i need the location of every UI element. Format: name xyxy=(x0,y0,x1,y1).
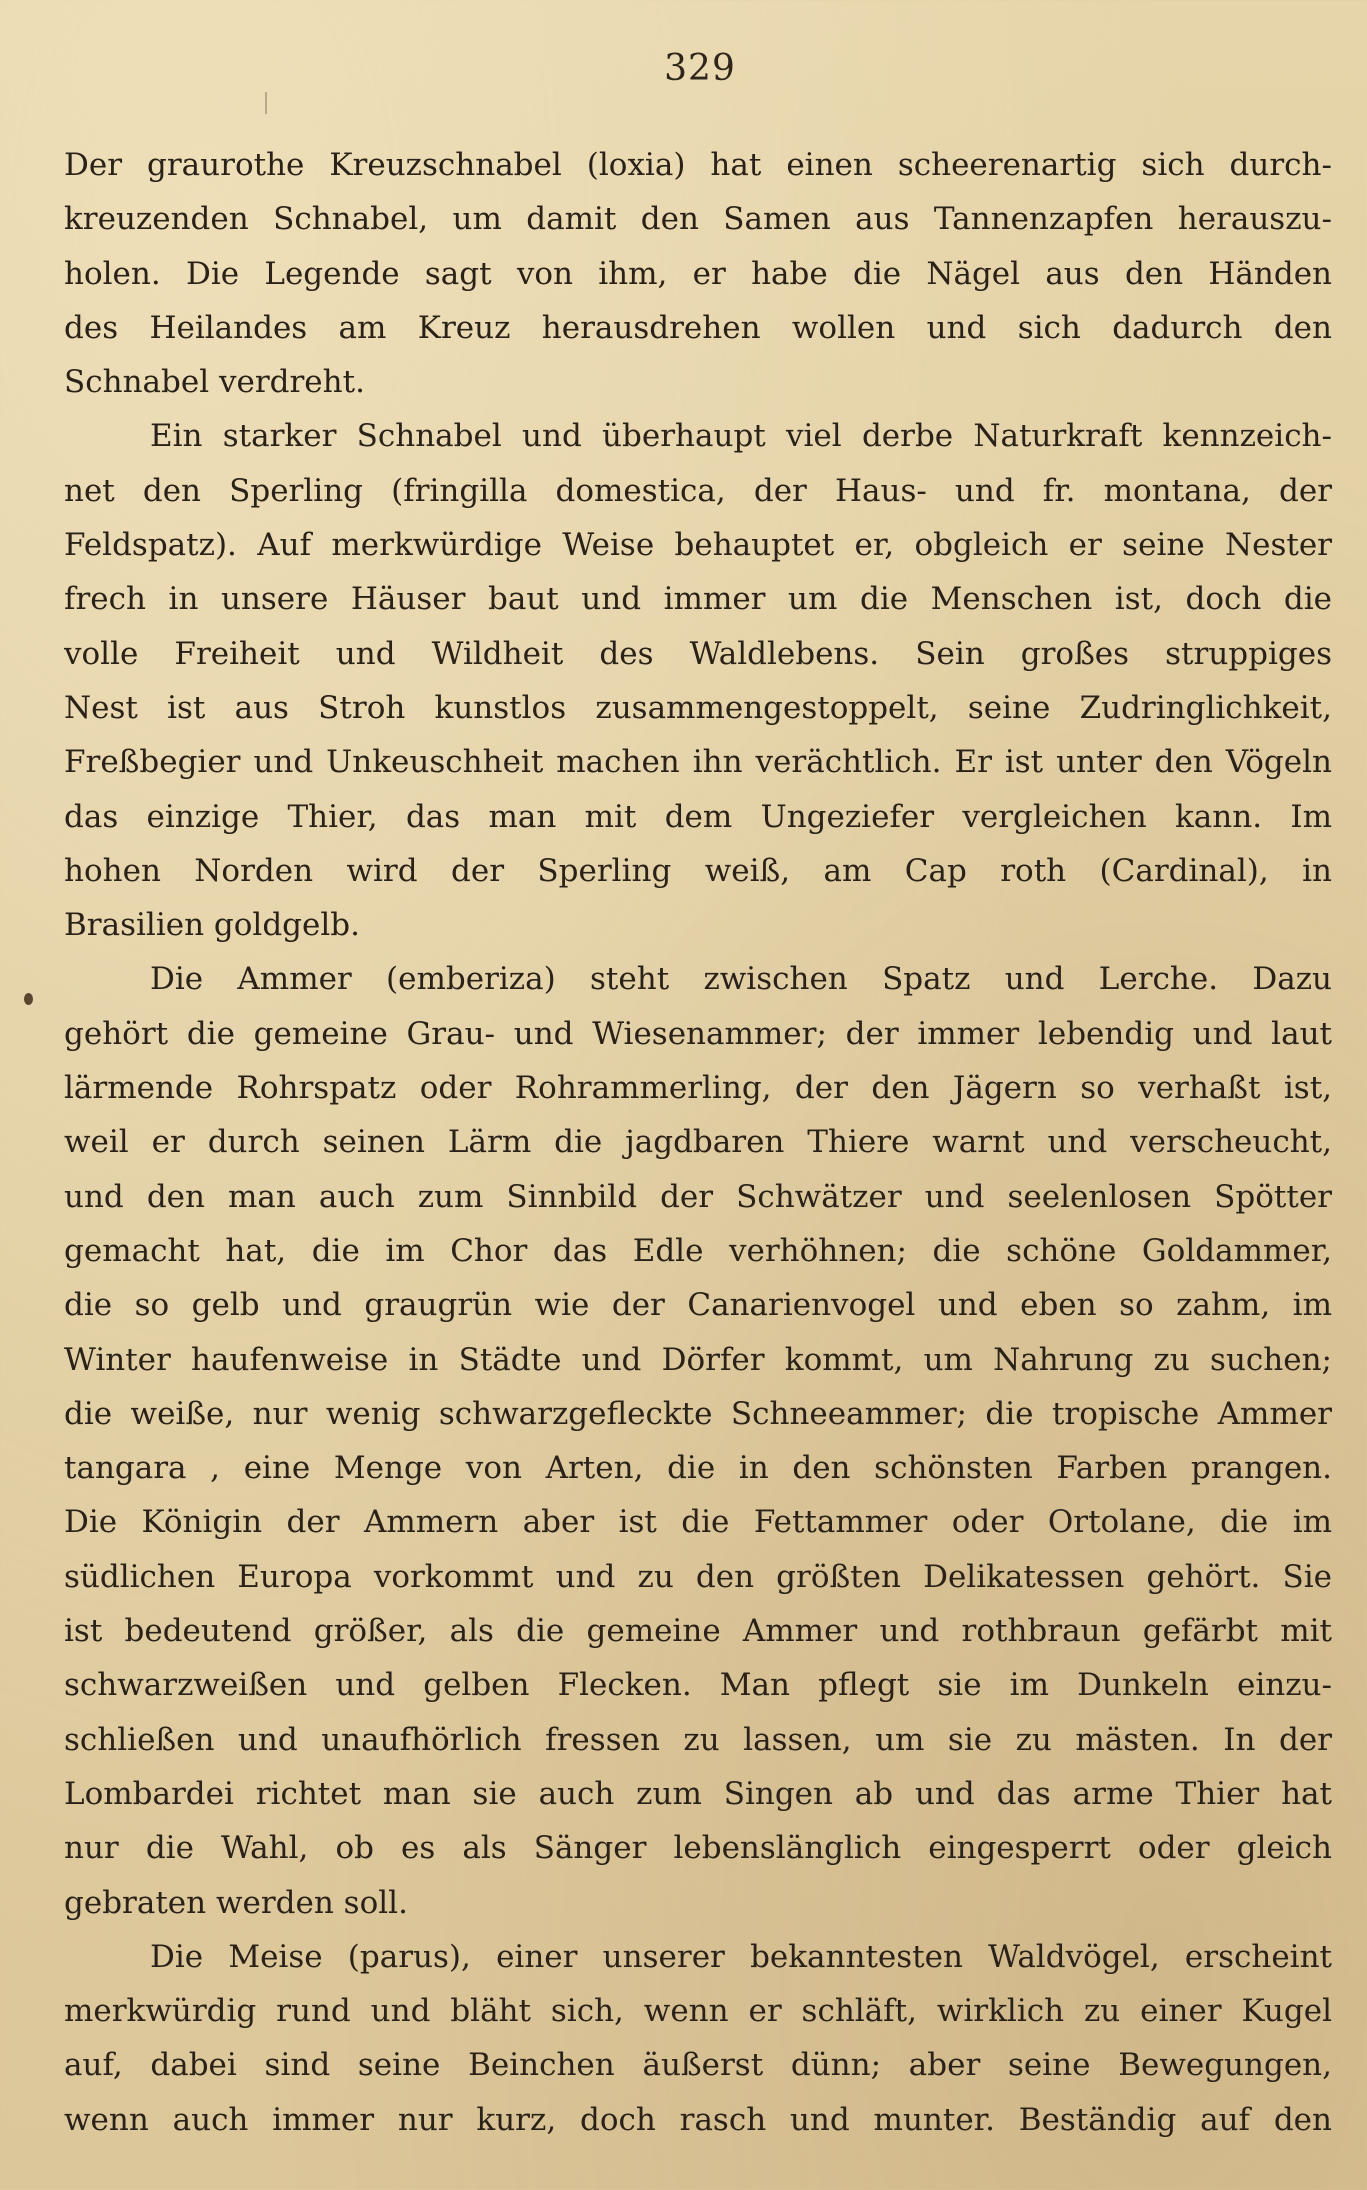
text-line: das einzige Thier, das man mit dem Ungeziefer vergleichen kann. Im xyxy=(64,798,1332,835)
text-line: gehört die gemeine Grau- und Wiesenammer; der immer lebendig und laut xyxy=(64,1015,1332,1052)
ink-spot xyxy=(24,993,33,1005)
text-line: Winter haufenweise in Städte und Dörfer kommt, um Nahrung zu suchen; xyxy=(64,1341,1332,1378)
text-line: Freßbegier und Unkeuschheit machen ihn verächtlich. Er ist unter den Vögeln xyxy=(64,744,1332,781)
body-text xyxy=(64,138,1332,2147)
paragraph-start-line: Die Ammer (emberiza) steht zwischen Spatz und Lerche. Dazu xyxy=(150,961,1332,998)
text-line: Lombardei richtet man sie auch zum Singen ab und das arme Thier hat xyxy=(64,1775,1332,1812)
text-line: schließen und unaufhörlich fressen zu lassen, um sie zu mästen. In der xyxy=(64,1721,1332,1758)
text-line: holen. Die Legende sagt von ihm, er habe die Nägel aus den Händen xyxy=(64,255,1332,292)
text-line: südlichen Europa vorkommt und zu den größten Delikatessen gehört. Sie xyxy=(64,1558,1332,1595)
text-line: wenn auch immer nur kurz, doch rasch und munter. Beständig auf den xyxy=(64,2101,1332,2138)
text-line: volle Freiheit und Wildheit des Waldlebens. Sein großes struppiges xyxy=(64,635,1332,672)
text-line: weil er durch seinen Lärm die jagdbaren Thiere warnt und verscheucht, xyxy=(64,1124,1332,1161)
text-line: Feldspatz). Auf merkwürdige Weise behauptet er, obgleich er seine Nester xyxy=(64,527,1332,564)
text-line: ist bedeutend größer, als die gemeine Ammer und rothbraun gefärbt mit xyxy=(64,1613,1332,1650)
text-line: und den man auch zum Sinnbild der Schwätzer und seelenlosen Spötter xyxy=(64,1178,1332,1215)
text-line: Der graurothe Kreuzschnabel (loxia) hat einen scheerenartig sich durch- xyxy=(64,147,1332,183)
page-number: 329 xyxy=(664,48,736,89)
paper-mark xyxy=(265,92,267,114)
text-line: merkwürdig rund und bläht sich, wenn er schläft, wirklich zu einer Kugel xyxy=(64,1993,1332,2030)
text-line: gemacht hat, die im Chor das Edle verhöhnen; die schöne Goldammer, xyxy=(64,1232,1332,1269)
text-line: auf, dabei sind seine Beinchen äußerst dünn; aber seine Bewegungen, xyxy=(64,2047,1332,2084)
text-line: lärmende Rohrspatz oder Rohrammerling, der den Jägern so verhaßt ist, xyxy=(64,1070,1332,1107)
text-line: die so gelb und graugrün wie der Canarienvogel und eben so zahm, im xyxy=(64,1287,1332,1324)
text-line: des Heilandes am Kreuz herausdrehen wollen und sich dadurch den xyxy=(64,309,1332,346)
text-line: hohen Norden wird der Sperling weiß, am Cap roth (Cardinal), in xyxy=(64,852,1332,889)
paragraph-start-line: Ein starker Schnabel und überhaupt viel derbe Naturkraft kennzeich- xyxy=(150,418,1332,455)
text-line: Nest ist aus Stroh kunstlos zusammengestoppelt, seine Zudringlichkeit, xyxy=(64,689,1332,726)
text-line: frech in unsere Häuser baut und immer um die Menschen ist, doch die xyxy=(64,581,1332,618)
paragraph-start-line: Die Meise (parus), einer unserer bekanntesten Waldvögel, erscheint xyxy=(150,1938,1332,1975)
text-line: tangara , eine Menge von Arten, die in den schönsten Farben prangen. xyxy=(64,1450,1332,1487)
text-line: nur die Wahl, ob es als Sänger lebenslänglich eingesperrt oder gleich xyxy=(64,1830,1332,1867)
text-line: gebraten werden soll. xyxy=(64,1884,408,1921)
text-line: Die Königin der Ammern aber ist die Fettammer oder Ortolane, die im xyxy=(64,1504,1332,1541)
text-line: net den Sperling (fringilla domestica, der Haus- und fr. montana, der xyxy=(64,472,1332,509)
text-line: die weiße, nur wenig schwarzgefleckte Schneeammer; die tropische Ammer xyxy=(64,1395,1332,1432)
text-line: schwarzweißen und gelben Flecken. Man pflegt sie im Dunkeln einzu- xyxy=(64,1667,1332,1704)
text-line: Schnabel verdreht. xyxy=(64,364,365,401)
text-line: kreuzenden Schnabel, um damit den Samen aus Tannenzapfen herauszu- xyxy=(64,201,1332,238)
text-line: Brasilien goldgelb. xyxy=(64,907,360,944)
